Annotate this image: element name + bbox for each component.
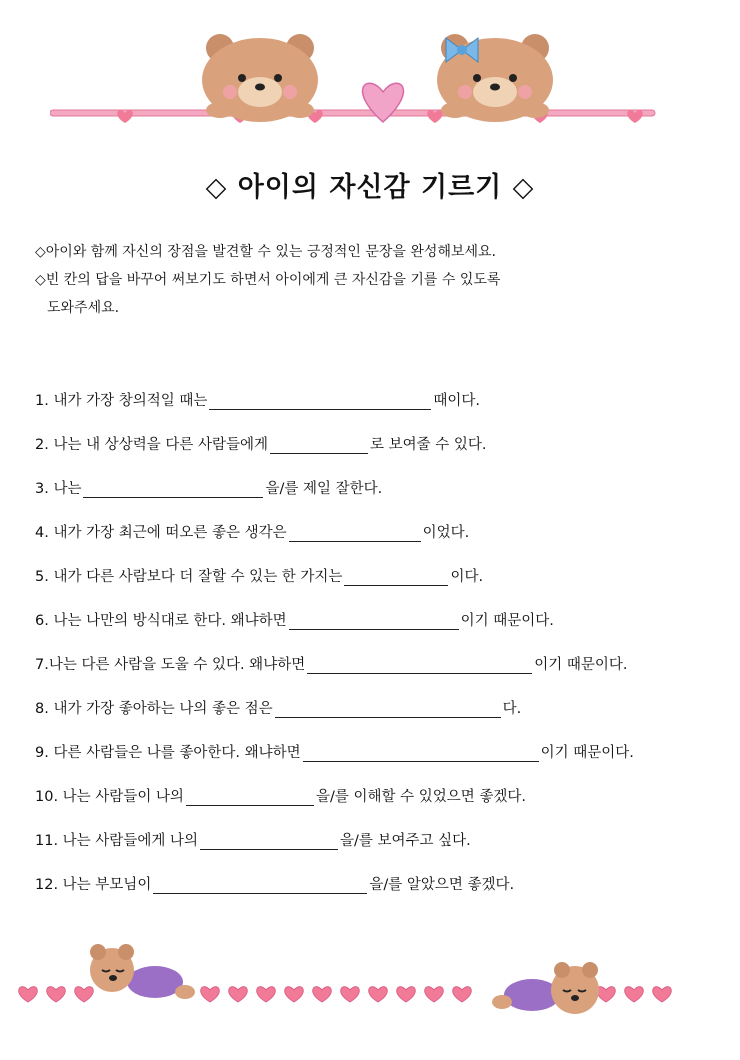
worksheet-title: ◇ 아이의 자신감 기르기 ◇ — [205, 172, 535, 203]
question-item — [35, 542, 725, 586]
question-item — [35, 718, 725, 762]
question-item — [35, 586, 725, 630]
question-text: 2. 나는 내 상상력을 다른 사람들에게 — [35, 437, 268, 453]
question-item — [35, 674, 725, 718]
question-text: 11. 나는 사람들에게 나의 — [35, 833, 198, 849]
answer-blank[interactable] — [186, 789, 314, 806]
question-item — [35, 454, 725, 498]
question-text: 6. 나는 나만의 방식대로 한다. 왜냐하면 — [35, 613, 287, 629]
question-text: 8. 내가 가장 좋아하는 나의 좋은 점은 — [35, 701, 273, 717]
left-bear-illustration — [202, 34, 318, 122]
question-text: 을/를 알았으면 좋겠다. — [369, 877, 515, 893]
answer-blank[interactable] — [344, 569, 448, 586]
question-text: 이다. — [450, 569, 484, 585]
question-text: 4. 내가 가장 최근에 떠오른 좋은 생각은 — [35, 525, 287, 541]
instruction-line-1: ◇아이와 함께 자신의 장점을 발견할 수 있는 긍정적인 문장을 완성해보세요. — [35, 244, 496, 260]
answer-blank[interactable] — [83, 481, 263, 498]
question-text: 로 보여줄 수 있다. — [369, 437, 487, 453]
question-text: 1. 내가 가장 창의적일 때는 — [35, 393, 208, 409]
question-text: 을/를 보여주고 싶다. — [339, 833, 471, 849]
question-text: 때이다. — [433, 393, 480, 409]
bears-header-decoration — [50, 30, 660, 130]
question-list — [35, 366, 725, 894]
question-text: 3. 나는 — [35, 481, 82, 497]
answer-blank[interactable] — [270, 437, 368, 454]
question-text: 7.나는 다른 사람을 도울 수 있다. 왜냐하면 — [35, 657, 306, 673]
answer-blank[interactable] — [209, 393, 431, 410]
right-bear-illustration — [437, 34, 553, 122]
answer-blank[interactable] — [275, 701, 501, 718]
answer-blank[interactable] — [289, 613, 459, 630]
answer-blank[interactable] — [200, 833, 338, 850]
question-item — [35, 366, 725, 410]
question-item — [35, 630, 725, 674]
question-text: 12. 나는 부모님이 — [35, 877, 152, 893]
question-text: 9. 다른 사람들은 나를 좋아한다. 왜냐하면 — [35, 745, 301, 761]
answer-blank[interactable] — [303, 745, 539, 762]
answer-blank[interactable] — [307, 657, 532, 674]
instruction-line-2: ◇빈 칸의 답을 바꾸어 써보기도 하면서 아이에게 큰 자신감을 기를 수 있도록 — [35, 272, 501, 288]
bears-footer-decoration — [10, 940, 680, 1020]
question-item — [35, 498, 725, 542]
answer-blank[interactable] — [289, 525, 421, 542]
question-text: 이기 때문이다. — [540, 745, 634, 761]
question-text: 이기 때문이다. — [534, 657, 628, 673]
question-text: 5. 내가 다른 사람보다 더 잘할 수 있는 한 가지는 — [35, 569, 343, 585]
question-item — [35, 806, 725, 850]
instruction-line-3: 도와주세요. — [47, 300, 120, 316]
question-item — [35, 410, 725, 454]
sleeping-bear-right — [492, 962, 599, 1014]
instructions — [35, 238, 685, 322]
question-item — [35, 762, 725, 806]
question-text: 10. 나는 사람들이 나의 — [35, 789, 184, 805]
answer-blank[interactable] — [153, 877, 367, 894]
question-text: 이었다. — [422, 525, 470, 541]
question-text: 이기 때문이다. — [460, 613, 554, 629]
question-text: 다. — [502, 701, 522, 717]
question-text: 을/를 제일 잘한다. — [265, 481, 383, 497]
question-item — [35, 850, 725, 894]
question-text: 을/를 이해할 수 있었으면 좋겠다. — [315, 789, 526, 805]
sleeping-bear-left — [90, 944, 195, 999]
